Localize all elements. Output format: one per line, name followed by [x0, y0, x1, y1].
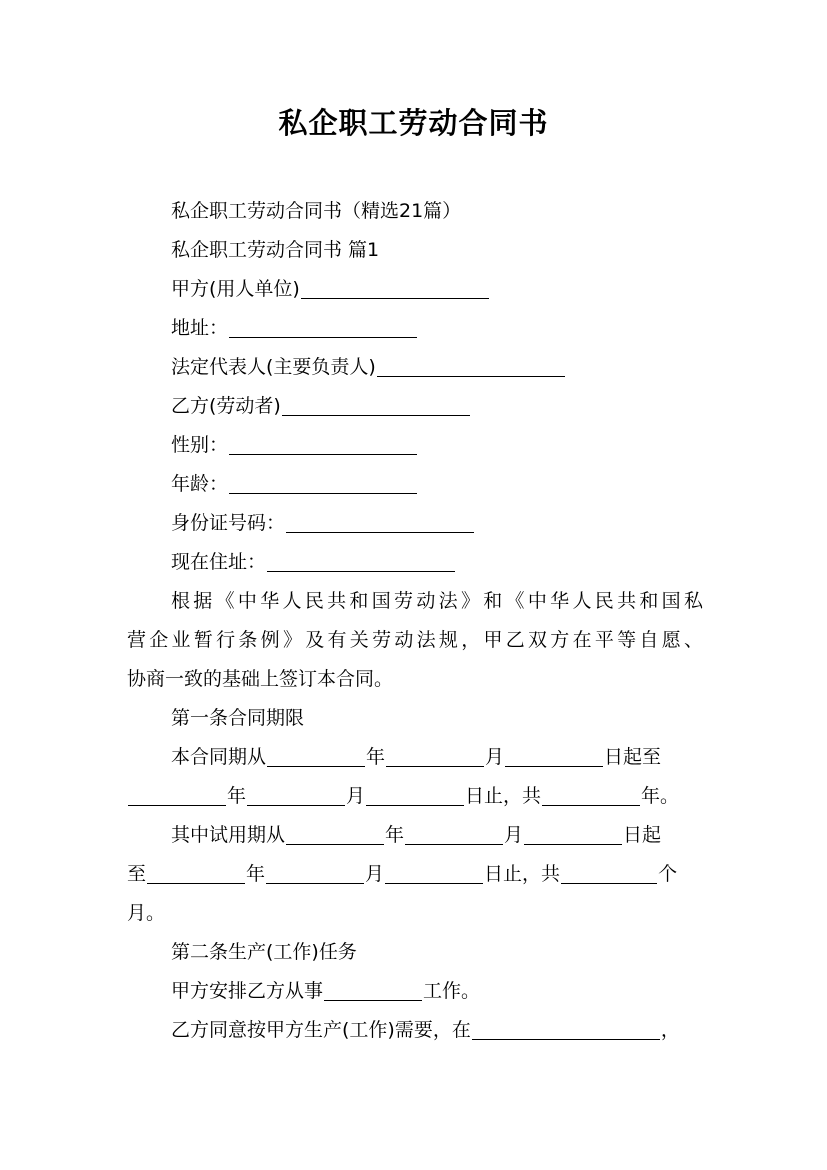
contract-period-line-1	[171, 743, 661, 771]
field-party-a	[171, 275, 490, 303]
text-segment: 其中试用期从	[171, 824, 286, 846]
fill-blank	[385, 863, 483, 884]
text-segment: 至	[127, 863, 147, 885]
fill-blank	[472, 1019, 660, 1040]
fill-blank	[386, 746, 484, 767]
section-heading: 私企职工劳动合同书 篇1	[171, 239, 380, 261]
text-segment: 工作。	[423, 980, 481, 1002]
field-current-address	[171, 548, 456, 576]
fill-blank	[267, 746, 365, 767]
work-agreement-line	[171, 1016, 680, 1044]
text-segment: 月	[365, 863, 385, 885]
fill-blank	[128, 785, 226, 806]
field-label: 现在住址：	[171, 551, 267, 573]
field-label: 法定代表人(主要负责人)	[171, 356, 376, 378]
text-segment: 月	[485, 746, 505, 768]
subtitle-line: 私企职工劳动合同书（精选21篇）	[171, 200, 462, 222]
fill-blank	[267, 551, 455, 572]
field-id-number	[171, 509, 475, 537]
text-segment: 年	[227, 785, 247, 807]
text-segment: 乙方同意按甲方生产(工作)需要，在	[171, 1019, 471, 1041]
text-segment: 日起	[623, 824, 662, 846]
field-party-b	[171, 392, 471, 420]
trial-period-line-3: 月。	[127, 902, 166, 924]
text-segment: 日止，共	[465, 785, 542, 807]
fill-blank	[147, 863, 245, 884]
fill-blank	[366, 785, 464, 806]
fill-blank	[282, 395, 470, 416]
document-title: 私企职工劳动合同书	[278, 106, 549, 140]
work-assignment-line	[171, 977, 480, 1005]
field-label: 地址：	[171, 317, 229, 339]
text-segment: 本合同期从	[171, 746, 267, 768]
field-address	[171, 314, 418, 342]
text-segment: 个	[658, 863, 678, 885]
field-label: 甲方(用人单位)	[171, 278, 300, 300]
fill-blank	[229, 434, 417, 455]
fill-blank	[561, 863, 657, 884]
preamble-line-2: 营企业暂行条例》及有关劳动法规，甲乙双方在平等自愿、	[127, 629, 703, 651]
trial-period-line-2	[127, 860, 677, 888]
text-segment: 月	[346, 785, 366, 807]
fill-blank	[542, 785, 640, 806]
fill-blank	[301, 278, 489, 299]
field-gender	[171, 431, 418, 459]
text-segment: 月	[504, 824, 524, 846]
fill-blank	[286, 824, 384, 845]
fill-blank	[286, 512, 474, 533]
fill-blank	[505, 746, 603, 767]
text-segment: ，	[660, 1019, 680, 1041]
article2-heading: 第二条生产(工作)任务	[171, 941, 357, 963]
text-segment: 甲方安排乙方从事	[171, 980, 324, 1002]
fill-blank	[524, 824, 622, 845]
field-label: 乙方(劳动者)	[171, 395, 281, 417]
fill-blank	[229, 317, 417, 338]
text-segment: 年	[246, 863, 266, 885]
text-segment: 年	[366, 746, 386, 768]
contract-period-line-2	[127, 782, 679, 810]
fill-blank	[324, 980, 422, 1001]
field-legal-rep	[171, 353, 566, 381]
field-label: 年龄：	[171, 473, 229, 495]
fill-blank	[229, 473, 417, 494]
article1-heading: 第一条合同期限	[171, 707, 305, 729]
fill-blank	[266, 863, 364, 884]
preamble-line-1: 根据《中华人民共和国劳动法》和《中华人民共和国私	[171, 590, 703, 612]
field-age	[171, 470, 418, 498]
fill-blank	[247, 785, 345, 806]
fill-blank	[377, 356, 565, 377]
field-label: 身份证号码：	[171, 512, 286, 534]
trial-period-line-1	[171, 821, 661, 849]
field-label: 性别：	[171, 434, 229, 456]
text-segment: 日起至	[604, 746, 662, 768]
text-segment: 日止，共	[484, 863, 561, 885]
fill-blank	[405, 824, 503, 845]
preamble-line-3: 协商一致的基础上签订本合同。	[127, 668, 394, 690]
text-segment: 年	[385, 824, 405, 846]
text-segment: 年。	[641, 785, 680, 807]
